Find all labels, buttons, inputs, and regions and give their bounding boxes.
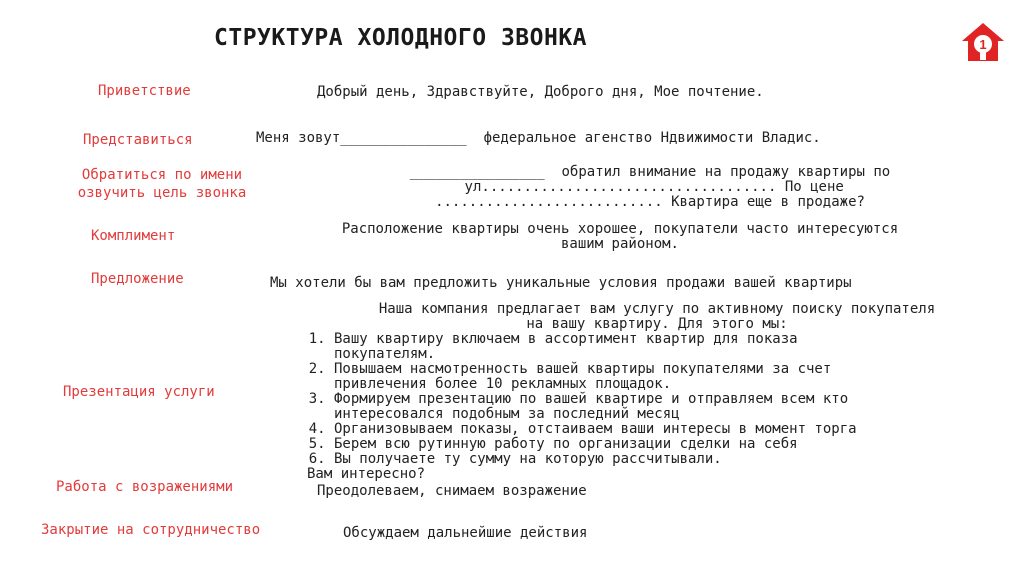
label-compliment: Комплимент <box>91 228 176 244</box>
label-closing: Закрытие на сотрудничество <box>41 522 261 538</box>
label-greeting: Приветствие <box>98 83 191 99</box>
text-offer: Мы хотели бы вам предложить уникальные условия продажи вашей квартиры <box>270 275 852 291</box>
text-closing: Обсуждаем дальнейшие действия <box>343 525 588 541</box>
presentation-outro: Вам интересно? <box>307 466 426 482</box>
house-key-logo-icon <box>961 22 1005 62</box>
text-introduce: Меня зовут_______________ федеральное агенство Ндвижимости Владис. <box>256 130 821 146</box>
page-title: СТРУКТУРА ХОЛОДНОГО ЗВОНКА <box>214 25 588 51</box>
text-compliment: Расположение квартиры очень хорошее, покупатели часто интересуются вашим районом. <box>341 221 899 252</box>
label-presentation: Презентация услуги <box>63 384 215 400</box>
label-objections: Работа с возражениями <box>56 479 234 495</box>
list-item: 4. Организовываем показы, отстаиваем ваши интересы в момент торга <box>334 422 1007 437</box>
list-item: 2. Повышаем насмотренность вашей квартиры покупателями за счет привлечения более 10 рекламных площадок. <box>334 362 1007 392</box>
text-address: ________________ обратил внимание на продажу квартиры по ул................................... По цене ........................... Квартира еще в продаже? <box>409 164 891 210</box>
label-introduce: Представиться <box>83 132 193 148</box>
list-item: 1. Вашу квартиру включаем в ассортимент квартир для показа покупателям. <box>334 332 1007 362</box>
list-item: 5. Берем всю рутинную работу по организации сделки на себя <box>334 437 1007 452</box>
logo-digit: 1 <box>979 37 987 52</box>
text-greeting: Добрый день, Здравствуйте, Доброго дня, Мое почтение. <box>317 84 764 100</box>
label-offer: Предложение <box>91 271 184 287</box>
text-objections: Преодолеваем, снимаем возражение <box>317 483 587 499</box>
list-item: 3. Формируем презентацию по вашей квартире и отправляем всем кто интересовался подобным за последний месяц <box>334 392 1007 422</box>
presentation-intro: Наша компания предлагает вам услугу по активному поиску покупателя на вашу квартиру. Для этого мы: <box>378 301 936 332</box>
list-item: 6. Вы получаете ту сумму на которую рассчитывали. <box>334 452 1007 467</box>
presentation-list <box>307 332 1007 467</box>
label-address: Обратиться по имени озвучить цель звонка <box>77 167 247 201</box>
presentation-block <box>307 302 1007 482</box>
